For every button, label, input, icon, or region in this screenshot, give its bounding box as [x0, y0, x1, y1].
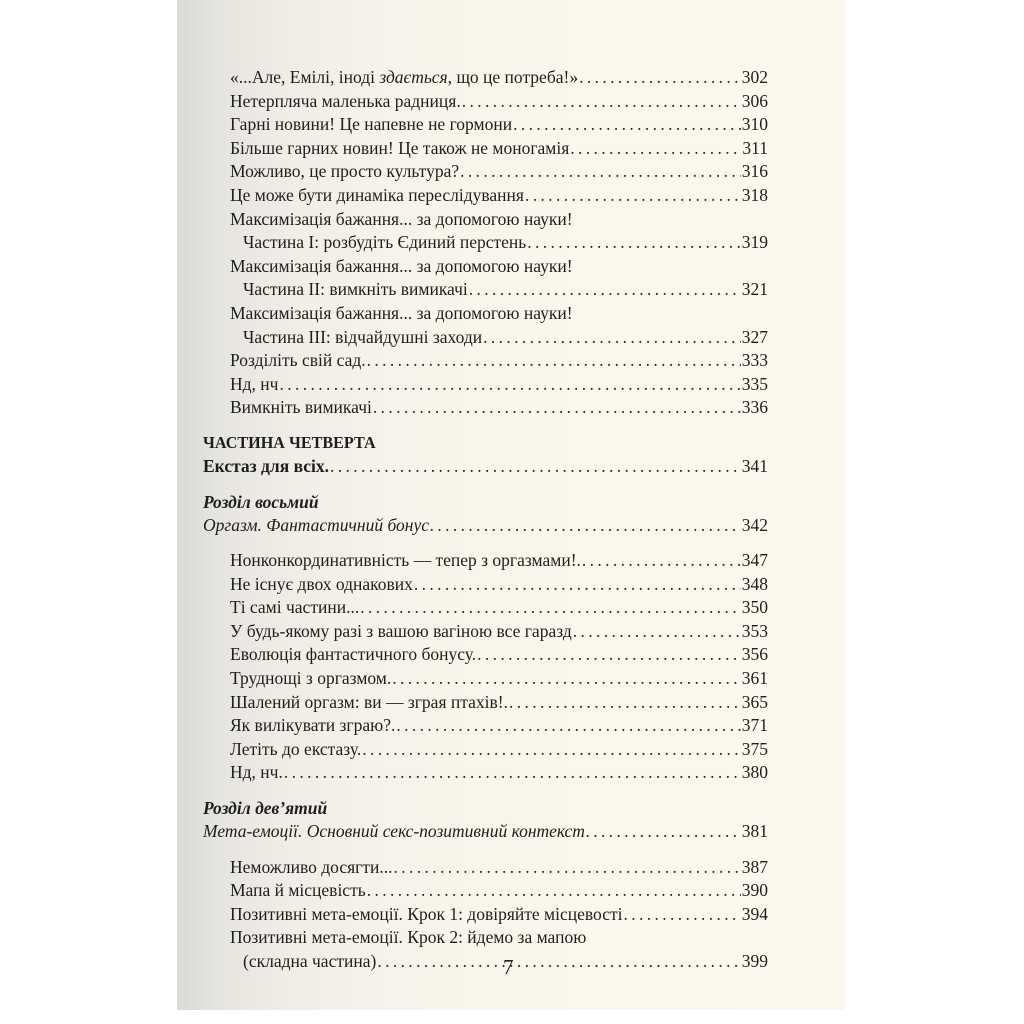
toc-entry [203, 738, 768, 762]
toc-page-number: 302 [741, 67, 768, 87]
toc-page-number: 390 [741, 880, 768, 901]
leader-dots [570, 137, 741, 161]
toc-page-number: 316 [741, 161, 768, 182]
leader-dots [377, 950, 740, 974]
toc-page-number: 318 [741, 184, 768, 205]
toc-entry-title: У будь-якому разі з вашою вагіною все гаразд [230, 620, 572, 641]
toc-entry [203, 549, 768, 573]
leader-dots [483, 326, 741, 350]
leader-dots [513, 113, 741, 137]
toc-page-number: 336 [741, 397, 768, 418]
toc-entry [203, 113, 768, 137]
leader-dots [586, 820, 741, 844]
toc-page-number: 341 [741, 455, 768, 476]
toc-entry-continuation [203, 231, 768, 255]
toc-entry [203, 879, 768, 903]
toc-page-number: 387 [741, 856, 768, 877]
toc-entry-first-line [203, 255, 768, 279]
toc-page-number: 321 [741, 279, 768, 300]
toc-entry-title: Еволюція фантастичного бонусу. [230, 644, 477, 665]
toc-entry-title: Неможливо досягти... [230, 856, 393, 877]
toc-entry-continuation [203, 326, 768, 350]
leader-dots [573, 620, 741, 644]
chapter-heading-entry [203, 514, 768, 538]
toc-entry-first-line [203, 208, 768, 232]
toc-entry-title: Труднощі з оргазмом. [230, 668, 392, 689]
toc-entry-title: «...Але, Емілі, іноді здається, що це потреба!» [230, 67, 579, 87]
toc-entry-title: Можливо, це просто культура? [230, 161, 460, 182]
toc-page-number: 361 [741, 668, 768, 689]
toc-entry-title: (складна частина) [243, 951, 377, 971]
toc-entry-title: Мета-емоції. Основний секс-позитивний контекст [203, 821, 585, 842]
leader-dots [279, 373, 740, 397]
toc-entry [203, 714, 768, 738]
toc-page-number: 348 [741, 573, 768, 594]
toc-page-number: 380 [741, 762, 768, 783]
leader-dots [330, 455, 741, 479]
toc-page-number: 333 [741, 350, 768, 371]
leader-dots [579, 66, 741, 90]
toc-entry-title: Нонконкординативність — тепер з оргазмами!. [230, 550, 581, 571]
toc-page-number: 365 [741, 691, 768, 712]
toc-entry [203, 90, 768, 114]
toc-entry [203, 691, 768, 715]
toc-entry-title: Розділіть свій сад. [230, 350, 366, 371]
page-number: 7 [503, 955, 514, 979]
toc-entry-title: Екстаз для всіх. [203, 455, 329, 476]
toc-entry-title: Позитивні мета-емоції. Крок 2: йдемо за мапою [230, 927, 587, 948]
toc-page-number: 347 [741, 550, 768, 571]
toc-entry-title: Це може бути динаміка переслідування [230, 184, 524, 205]
toc-entry [203, 349, 768, 373]
toc-entry-title: Вимкніть вимикачі [230, 397, 372, 418]
leader-dots [509, 691, 741, 715]
toc-entry [203, 903, 768, 927]
toc-entry [203, 856, 768, 880]
toc-entry-first-line [203, 926, 768, 950]
toc-entry [203, 573, 768, 597]
toc-page-number: 319 [741, 232, 768, 253]
toc-page-number: 306 [741, 90, 768, 111]
leader-dots [367, 879, 741, 903]
toc-page-number: 310 [741, 114, 768, 135]
toc-entry [203, 184, 768, 208]
toc-entry-continuation [203, 950, 768, 974]
leader-dots [360, 596, 741, 620]
toc-entry-title: Максимізація бажання... за допомогою науки! [230, 208, 573, 229]
toc-page-number: 371 [741, 715, 768, 736]
toc-entry [203, 137, 768, 161]
toc-entry-title: Оргазм. Фантастичний бонус [203, 514, 429, 535]
toc-entry [203, 596, 768, 620]
toc-entry [203, 396, 768, 420]
toc-entry-title: Нд, нч [230, 373, 279, 394]
chapter-title: Розділ восьмий [203, 491, 319, 512]
leader-dots [414, 573, 741, 597]
toc-page-number: 399 [741, 951, 768, 971]
toc-page-number: 353 [741, 620, 768, 641]
toc-entry-title: Максимізація бажання... за допомогою науки! [230, 255, 573, 276]
toc-entry [203, 160, 768, 184]
leader-dots [367, 349, 741, 373]
leader-dots [393, 856, 740, 880]
leader-dots [430, 514, 741, 538]
toc-page-number: 375 [741, 738, 768, 759]
part-title: ЧАСТИНА ЧЕТВЕРТА [203, 432, 376, 452]
toc-entry-continuation [203, 278, 768, 302]
toc-page-number: 311 [742, 137, 768, 158]
toc-page-number: 350 [741, 597, 768, 618]
toc-entry-title: Частина ІІ: вимкніть вимикачі [243, 279, 468, 300]
toc-entry-title: Гарні новини! Це напевне не гормони [230, 114, 513, 135]
toc-entry-title: Ті самі частини... [230, 597, 360, 618]
toc-entry-title: Більше гарних новин! Це також не моногамія [230, 137, 570, 158]
toc-entry [203, 373, 768, 397]
toc-entry-title: Не існує двох однакових [230, 573, 413, 594]
toc-entry-title: Позитивні мета-емоції. Крок 1: довіряйте місцевості [230, 903, 623, 924]
leader-dots [396, 714, 740, 738]
toc-entry-title: Максимізація бажання... за допомогою науки! [230, 302, 573, 323]
chapter-title: Розділ дев’ятий [203, 798, 328, 819]
toc-page-number: 381 [741, 821, 768, 842]
toc-page-number: 342 [741, 514, 768, 535]
leader-dots [527, 231, 740, 255]
table-of-contents [203, 66, 768, 974]
leader-dots [284, 761, 741, 785]
toc-entry-title: Частина ІІІ: відчайдушні заходи [243, 326, 483, 347]
chapter-heading-entry [203, 820, 768, 844]
leader-dots [477, 643, 741, 667]
toc-entry-title: Частина І: розбудіть Єдиний перстень [243, 232, 527, 253]
leader-dots [469, 278, 741, 302]
toc-page-number: 335 [741, 373, 768, 394]
leader-dots [392, 667, 740, 691]
toc-entry [203, 620, 768, 644]
toc-entry [203, 667, 768, 691]
toc-entry-title: Летіть до екстазу. [230, 738, 362, 759]
toc-page-number: 327 [741, 326, 768, 347]
part-subtitle-entry [203, 455, 768, 479]
toc-entry-title: Нетерпляча маленька радниця. [230, 90, 461, 111]
toc-page-number: 356 [741, 644, 768, 665]
emphasis-text: здається [379, 67, 448, 87]
leader-dots [462, 90, 741, 114]
toc-entry-title: Шалений оргазм: ви — зграя птахів!. [230, 691, 508, 712]
toc-entry [203, 66, 768, 90]
leader-dots [582, 549, 741, 573]
leader-dots [373, 396, 741, 420]
leader-dots [525, 184, 741, 208]
leader-dots [362, 738, 741, 762]
toc-entry-title: Нд, нч. [230, 762, 283, 783]
toc-entry-title: Як вилікувати зграю?. [230, 715, 396, 736]
toc-entry-first-line [203, 302, 768, 326]
toc-entry [203, 643, 768, 667]
leader-dots [624, 903, 741, 927]
toc-page-number: 394 [741, 903, 768, 924]
toc-entry-title: Мапа й місцевість [230, 880, 366, 901]
toc-entry [203, 761, 768, 785]
leader-dots [460, 160, 741, 184]
